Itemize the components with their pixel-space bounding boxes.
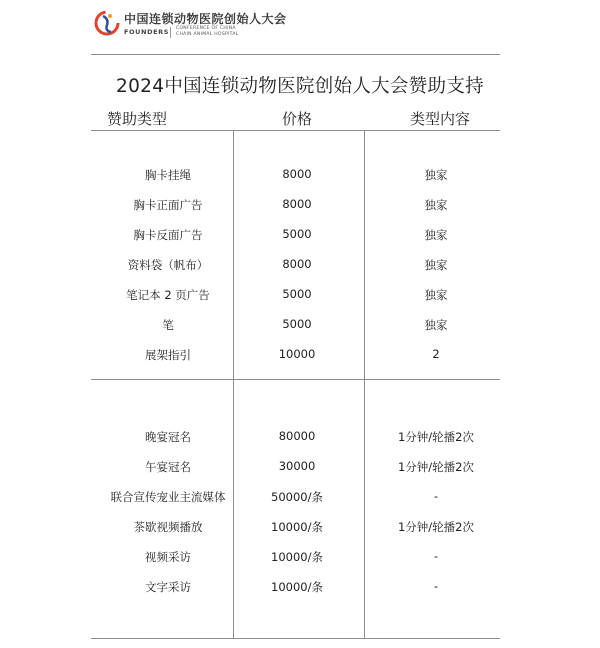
column-divider-2 — [364, 130, 365, 638]
row-type: 联合宣传宠业主流媒体 — [110, 490, 226, 504]
row-content: 1分钟/轮播2次 — [397, 460, 475, 474]
row-type: 资料袋（帆布） — [127, 258, 209, 272]
top-rule — [91, 54, 500, 55]
row-content: - — [433, 579, 439, 593]
bottom-rule — [91, 638, 500, 639]
row-price: 8000 — [282, 257, 312, 271]
hospital-logo-icon — [94, 8, 120, 38]
row-content: 独家 — [424, 318, 448, 332]
row-price: 5000 — [282, 287, 312, 301]
row-type: 展架指引 — [145, 348, 191, 362]
row-price: 30000 — [278, 459, 316, 473]
row-price: 10000/条 — [271, 580, 323, 594]
header — [0, 0, 600, 48]
row-content: - — [433, 489, 439, 503]
row-type: 胸卡挂绳 — [145, 168, 191, 182]
row-type: 文字采访 — [145, 580, 191, 594]
row-content: 2 — [432, 347, 440, 361]
row-content: - — [433, 549, 439, 563]
header-sponsor-type: 赞助类型 — [106, 110, 168, 128]
row-type: 晚宴冠名 — [145, 430, 191, 444]
logo-divider — [170, 27, 171, 38]
logo-chinese-name: 中国连锁动物医院创始人大会 — [124, 12, 287, 26]
row-type: 午宴冠名 — [145, 460, 191, 474]
row-price: 10000/条 — [271, 520, 323, 534]
group-divider — [91, 379, 500, 380]
row-content: 1分钟/轮播2次 — [397, 520, 475, 534]
page-title: 2024中国连锁动物医院创始人大会赞助支持 — [116, 76, 484, 97]
logo-english-name: FOUNDERS — [124, 28, 170, 36]
header-price: 价格 — [281, 110, 313, 128]
logo-subtitle-line2: CHAIN ANIMAL HOSPITAL — [176, 31, 239, 37]
row-price: 10000 — [278, 347, 316, 361]
row-type: 笔记本 2 页广告 — [126, 288, 210, 302]
row-type: 茶歇视频播放 — [133, 520, 203, 534]
logo-subtitle-line1: CONFERENCE OF CHINA — [176, 26, 236, 31]
header-rule — [91, 130, 500, 131]
row-price: 50000/条 — [271, 490, 323, 504]
row-content: 独家 — [424, 288, 448, 302]
row-content: 独家 — [424, 198, 448, 212]
row-price: 5000 — [282, 317, 312, 331]
row-price: 8000 — [282, 167, 312, 181]
row-type: 笔 — [162, 318, 174, 332]
row-type: 视频采访 — [145, 550, 191, 564]
header-content-type: 类型内容 — [409, 110, 471, 128]
row-price: 10000/条 — [271, 550, 323, 564]
row-price: 8000 — [282, 197, 312, 211]
row-content: 独家 — [424, 168, 448, 182]
column-divider-1 — [233, 130, 234, 638]
row-content: 独家 — [424, 228, 448, 242]
row-content: 独家 — [424, 258, 448, 272]
row-price: 5000 — [282, 227, 312, 241]
row-content: 1分钟/轮播2次 — [397, 430, 475, 444]
logo-subtitle — [176, 26, 239, 37]
row-type: 胸卡正面广告 — [133, 198, 203, 212]
row-price: 80000 — [278, 429, 316, 443]
row-type: 胸卡反面广告 — [133, 228, 203, 242]
